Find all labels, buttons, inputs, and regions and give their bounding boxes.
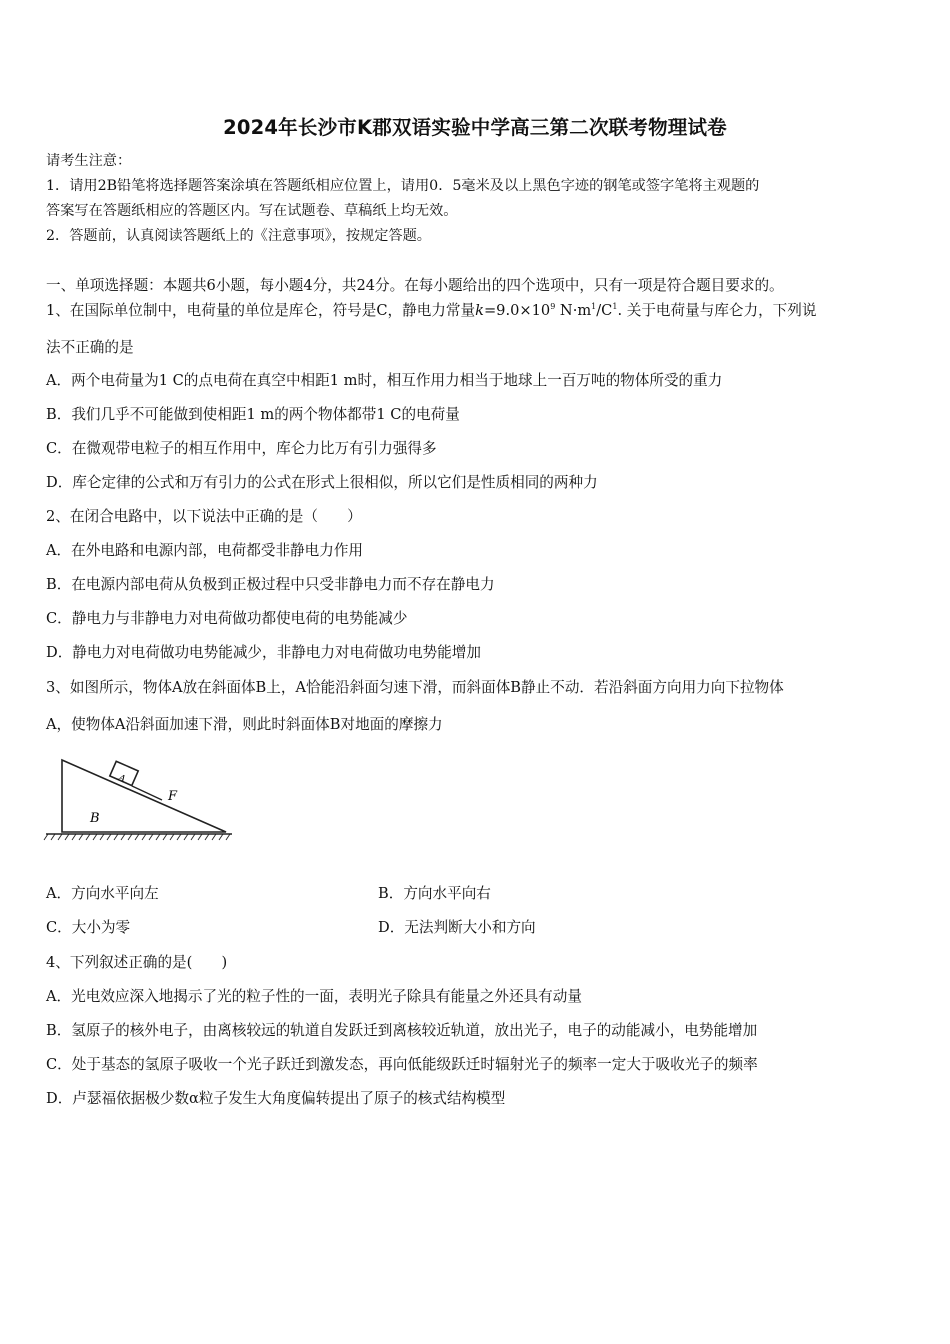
notice-item-1: 1．请用2B铅笔将选择题答案涂填在答题纸相应位置上，请用0．5毫米及以上黑色字迹的钢笔或签字笔将主观题的: [46, 178, 760, 194]
q3-option-c: C．大小为零: [46, 919, 131, 936]
q4-option-b: B．氢原子的核外电子，由离核较远的轨道自发跃迁到离核较近轨道，放出光子，电子的动能减小，电势能增加: [46, 1022, 758, 1039]
label-b: B: [90, 811, 100, 826]
incline-b: [62, 760, 226, 832]
notice-item-1-cont: 答案写在答题纸相应的答题区内。写在试题卷、草稿纸上均无效。: [46, 203, 458, 219]
question-1-stem: [46, 301, 816, 321]
label-a: A: [116, 773, 127, 785]
q4-option-d: D．卢瑟福依据极少数α粒子发生大角度偏转提出了原子的核式结构模型: [46, 1090, 506, 1107]
notice-item-2: 2．答题前，认真阅读答题纸上的《注意事项》，按规定答题。: [46, 228, 431, 244]
q1-stem-text-2: . 关于电荷量与库仑力，下列说: [617, 302, 817, 319]
incline-diagram: [40, 752, 240, 847]
question-1-stem-cont: 法不正确的是: [46, 339, 134, 356]
q1-unit2-exp: 1: [612, 302, 618, 312]
q1-option-d: D．库仑定律的公式和万有引力的公式在形式上很相似，所以它们是性质相同的两种力: [46, 474, 598, 491]
question-3-stem-cont: A，使物体A沿斜面加速下滑，则此时斜面体B对地面的摩擦力: [46, 716, 443, 733]
page-title: 2024年长沙市K郡双语实验中学高三第二次联考物理试卷: [223, 116, 727, 139]
q1-k-symbol: k: [475, 302, 484, 319]
q1-option-b: B．我们几乎不可能做到使相距1 m的两个物体都带1 C的电荷量: [46, 406, 460, 423]
q1-eq: =9.0×10: [483, 302, 551, 319]
q1-stem-text: 1、在国际单位制中，电荷量的单位是库仑，符号是C，静电力常量: [46, 302, 476, 319]
q1-option-a: A．两个电荷量为1 C的点电荷在真空中相距1 m时，相互作用力相当于地球上一百万吨的物体所受的重力: [46, 372, 723, 389]
q1-unit2: /C: [596, 302, 613, 319]
q1-unit-exp: 1: [591, 302, 597, 312]
notice-heading: 请考生注意：: [46, 153, 132, 169]
q1-exp: 9: [550, 302, 556, 312]
ground-hatch: [44, 834, 230, 840]
q1-option-c: C．在微观带电粒子的相互作用中，库仑力比万有引力强得多: [46, 440, 437, 457]
q4-option-a: A．光电效应深入地揭示了光的粒子性的一面，表明光子除具有能量之外还具有动量: [46, 988, 582, 1005]
q2-option-a: A．在外电路和电源内部，电荷都受非静电力作用: [46, 542, 364, 559]
label-f: F: [168, 789, 178, 804]
question-2-stem: 2、在闭合电路中，以下说法中正确的是（ ）: [46, 508, 362, 525]
q2-option-b: B．在电源内部电荷从负极到正极过程中只受非静电力而不存在静电力: [46, 576, 495, 593]
q3-option-d: D．无法判断大小和方向: [378, 919, 536, 936]
question-4-stem: 4、下列叙述正确的是( ): [46, 954, 228, 971]
q4-option-c: C．处于基态的氢原子吸收一个光子跃迁到激发态，再向低能级跃迁时辐射光子的频率一定大于吸收光子的频率: [46, 1056, 758, 1073]
q1-unit: N·m: [555, 302, 592, 319]
section-heading: 一、单项选择题：本题共6小题，每小题4分，共24分。在每小题给出的四个选项中，只有一项是符合题目要求的。: [46, 277, 784, 294]
question-3-stem: 3、如图所示，物体A放在斜面体B上，A恰能沿斜面匀速下滑，而斜面体B静止不动．若沿斜面方向用力向下拉物体: [46, 679, 784, 696]
incline-figure: [40, 752, 240, 847]
q2-option-c: C．静电力与非静电力对电荷做功都使电荷的电势能减少: [46, 610, 408, 627]
q2-option-d: D．静电力对电荷做功电势能减少，非静电力对电荷做功电势能增加: [46, 644, 481, 661]
q3-option-a: A．方向水平向左: [46, 885, 159, 902]
q3-option-b: B．方向水平向右: [378, 885, 491, 902]
